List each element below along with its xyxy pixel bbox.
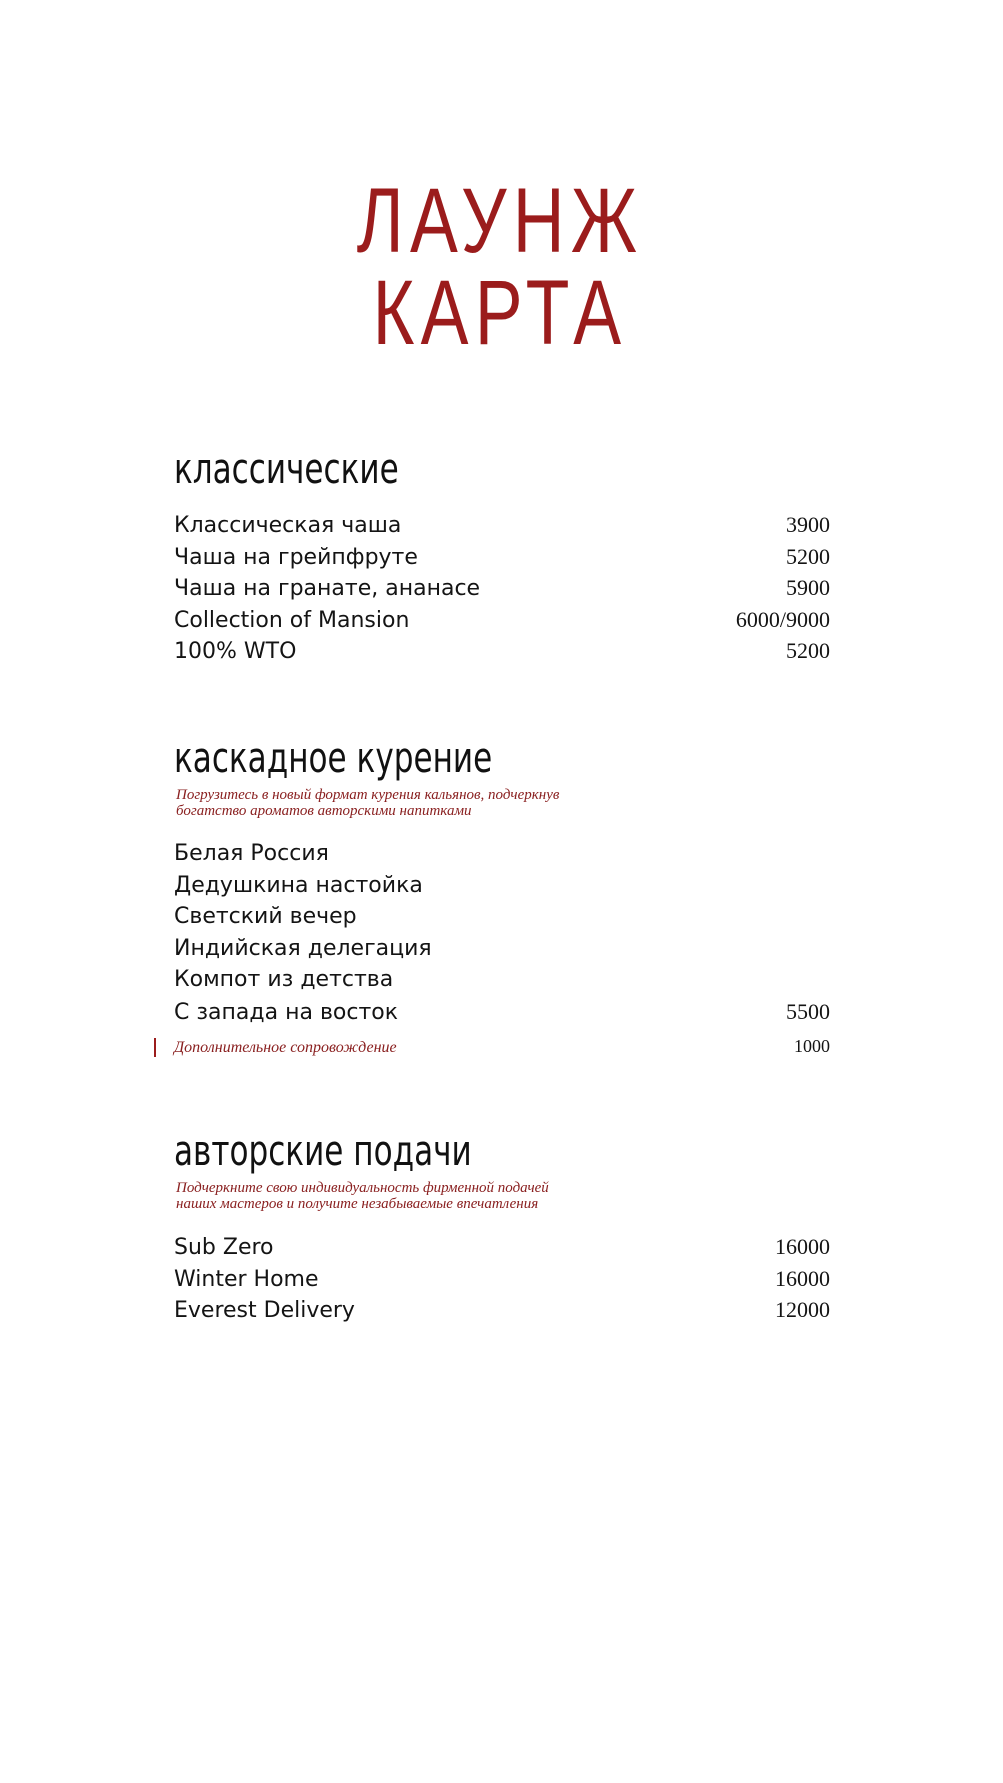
item-price: 3900	[786, 512, 830, 537]
section-signature	[174, 1126, 830, 1329]
accent-marker	[154, 1038, 156, 1057]
menu-item	[174, 1297, 830, 1329]
item-name: Sub Zero	[174, 1235, 274, 1260]
menu-item	[174, 544, 830, 576]
item-list	[174, 841, 830, 1030]
subtitle-line: богатство ароматов авторскими напитками	[176, 803, 472, 819]
item-price: 16000	[775, 1234, 830, 1259]
section-subtitle	[176, 1180, 830, 1212]
item-price: 5500	[786, 998, 830, 1024]
item-name: Классическая чаша	[174, 513, 402, 538]
section-cascade	[174, 733, 830, 1057]
subtitle-line: Погрузитесь в новый формат курения кальянов, подчеркнув	[176, 787, 560, 803]
section-heading: авторские подачи	[174, 1126, 472, 1175]
item-name: Winter Home	[174, 1266, 319, 1292]
section-classic	[174, 444, 830, 670]
item-name: Индийская делегация	[174, 935, 432, 961]
extra-label: Дополнительное сопровождение	[174, 1039, 397, 1056]
subtitle-line: Подчеркните свою индивидуальность фирменной подачей	[176, 1180, 549, 1196]
item-price: 5200	[786, 638, 830, 663]
section-heading: классические	[174, 444, 399, 493]
menu-item	[174, 936, 830, 968]
item-list	[174, 1234, 830, 1329]
menu-item	[174, 512, 830, 544]
menu-title: ЛАУНЖ КАРТА	[356, 170, 644, 364]
menu-item	[174, 1266, 830, 1298]
menu-item	[174, 607, 830, 639]
extra-item	[174, 1036, 830, 1057]
item-price: 5900	[786, 575, 830, 600]
item-name: Дедушкина настойка	[174, 872, 423, 898]
section-heading: каскадное курение	[174, 733, 493, 782]
item-price: 5200	[786, 543, 830, 569]
menu-item	[174, 841, 830, 873]
item-name: Белая Россия	[174, 841, 329, 866]
item-name: Collection of Mansion	[174, 607, 410, 633]
menu-item	[174, 873, 830, 905]
menu-item	[174, 575, 830, 607]
item-price: 16000	[775, 1265, 830, 1291]
section-subtitle	[176, 787, 830, 819]
item-name: Светский вечер	[174, 904, 357, 929]
item-price: 6000/9000	[735, 606, 830, 632]
menu-item	[174, 904, 830, 936]
subtitle-line: наших мастеров и получите незабываемые впечатления	[176, 1196, 539, 1212]
menu-item	[174, 999, 830, 1031]
item-name: Компот из детства	[174, 967, 394, 992]
menu-item	[174, 1234, 830, 1266]
extra-price: 1000	[794, 1036, 830, 1056]
item-name: Чаша на гранате, ананасе	[174, 576, 481, 601]
item-name: С запада на восток	[174, 999, 399, 1025]
item-name: 100% WTO	[174, 639, 297, 664]
menu-item	[174, 638, 830, 670]
item-price: 12000	[775, 1297, 830, 1322]
item-list	[174, 512, 830, 670]
menu-item	[174, 967, 830, 999]
item-name: Everest Delivery	[174, 1298, 355, 1323]
item-name: Чаша на грейпфруте	[174, 544, 418, 570]
